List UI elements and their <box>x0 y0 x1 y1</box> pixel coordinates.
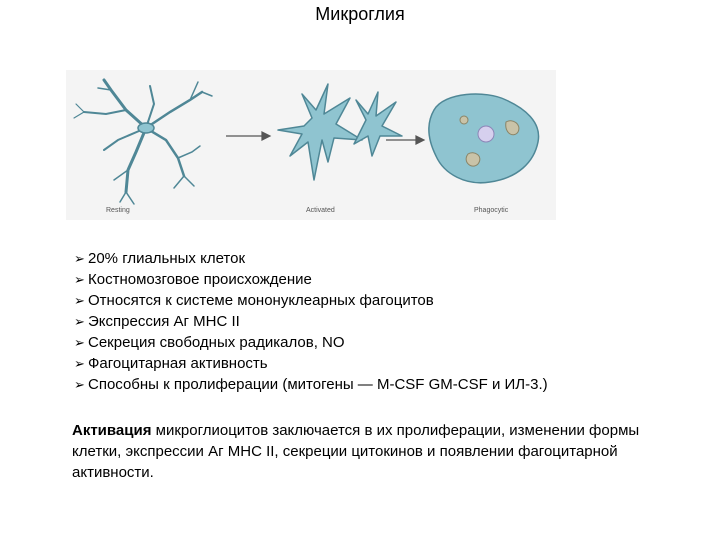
activation-paragraph <box>72 420 672 483</box>
arrow-1-icon <box>226 132 270 140</box>
arrowhead-bullet-icon: ➢ <box>74 293 85 308</box>
phagosome-3 <box>460 116 468 124</box>
arrowhead-bullet-icon: ➢ <box>74 251 85 266</box>
arrowhead-bullet-icon: ➢ <box>74 335 85 350</box>
resting-microglia-cell <box>74 80 212 204</box>
bullet-item: ➢ Экспрессия Аг MHC II <box>74 313 240 330</box>
arrowhead-bullet-icon: ➢ <box>74 272 85 287</box>
caption-resting: Resting <box>106 207 130 214</box>
feature-bullet-list <box>74 248 548 395</box>
arrowhead-bullet-icon: ➢ <box>74 314 85 329</box>
bullet-item: ➢ Костномозговое происхождение <box>74 271 312 288</box>
phagocytic-nucleus <box>478 126 494 142</box>
bullet-item: ➢ Относятся к системе мононуклеарных фагоцитов <box>74 292 434 309</box>
phagosome-2 <box>466 153 480 166</box>
caption-activated: Activated <box>306 207 335 214</box>
microglia-illustration <box>66 70 556 220</box>
bullet-item: ➢ 20% глиальных клеток <box>74 250 246 267</box>
arrowhead-bullet-icon: ➢ <box>74 377 85 392</box>
paragraph-text: микроглиоцитов заключается в их пролиферации, изменении формы клетки, экспрессии Аг MHC II, секреции цитокинов и появлении фагоцитарной активности. <box>72 422 640 481</box>
arrowhead-bullet-icon: ➢ <box>74 356 85 371</box>
bullet-item: ➢ Секреция свободных радикалов, NO <box>74 334 345 351</box>
activated-microglia-cell <box>278 84 402 180</box>
bullet-item: ➢ Способны к пролиферации (митогены — M-CSF GM-CSF и ИЛ-3.) <box>74 376 548 393</box>
microglia-activation-figure <box>66 70 556 220</box>
phagocytic-microglia-cell <box>429 94 539 183</box>
phagosome-1 <box>506 121 519 135</box>
slide-title: Микроглия <box>315 4 405 24</box>
arrow-2-icon <box>386 136 424 144</box>
paragraph-bold-lead: Активация <box>72 422 152 439</box>
bullet-item: ➢ Фагоцитарная активность <box>74 355 268 372</box>
caption-phagocytic: Phagocytic <box>474 207 509 214</box>
resting-cell-body <box>138 123 154 133</box>
